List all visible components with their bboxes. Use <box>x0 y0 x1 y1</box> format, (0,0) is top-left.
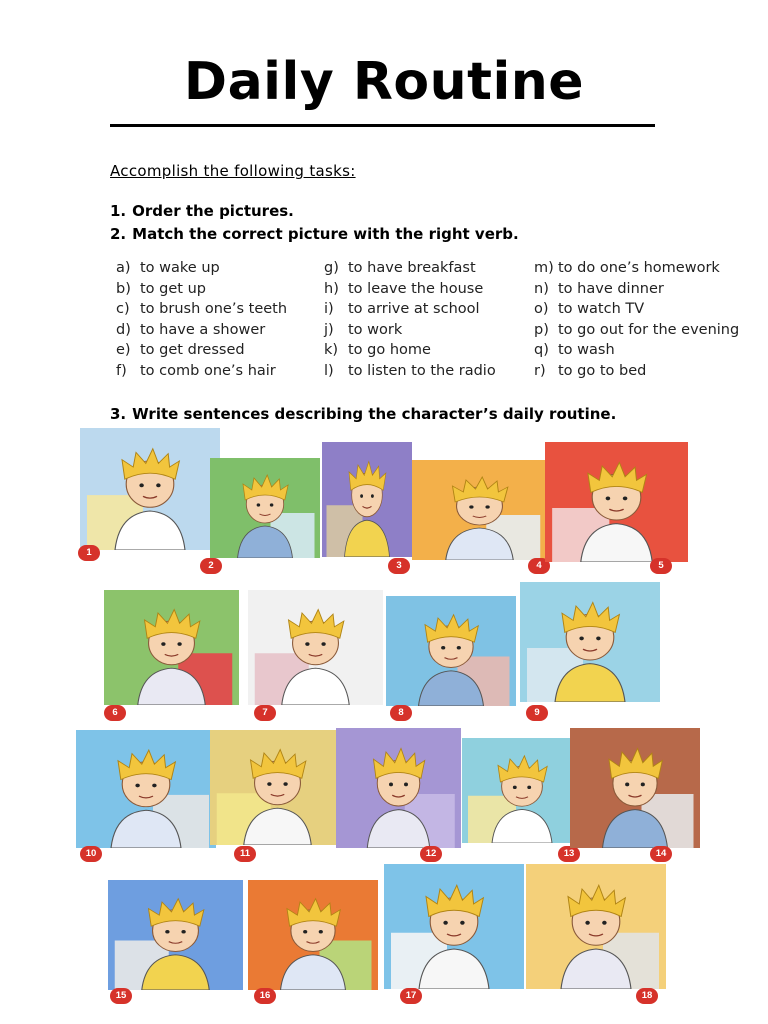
verb-letter: k) <box>324 342 339 358</box>
verb-text: to go to bed <box>558 362 647 379</box>
character-eye <box>623 496 628 500</box>
verb-item <box>324 361 496 382</box>
routine-picture <box>462 738 582 843</box>
verb-letter: a) <box>116 260 131 276</box>
verb-letter: f) <box>116 362 127 379</box>
verb-text: to leave the house <box>348 280 484 297</box>
character-eye <box>181 930 185 934</box>
character-eye <box>303 930 307 934</box>
verb-text: to wake up <box>140 260 220 276</box>
picture-number-badge: 11 <box>234 846 256 862</box>
character-eye <box>165 930 169 934</box>
page-title: Daily Routine <box>183 52 585 112</box>
cartoon-illustration <box>210 458 320 558</box>
verb-item <box>534 258 739 279</box>
cartoon-illustration <box>384 864 524 989</box>
verb-letter: b) <box>116 280 131 297</box>
cartoon-illustration <box>336 728 461 848</box>
verb-text: to have a shower <box>140 321 266 338</box>
instructions-heading: Accomplish the following tasks: <box>110 162 356 180</box>
routine-picture <box>108 880 243 990</box>
verb-item <box>324 258 496 279</box>
character-eye <box>267 782 271 786</box>
character-eye <box>527 786 531 789</box>
picture-number-badge: 4 <box>528 558 550 574</box>
task-text: Write sentences describing the character’s daily routine. <box>132 405 617 423</box>
routine-picture <box>248 590 383 705</box>
task-3 <box>110 405 616 423</box>
character-eye <box>360 494 363 498</box>
verb-item <box>534 320 739 341</box>
cartoon-illustration <box>76 730 216 848</box>
routine-picture <box>322 442 412 557</box>
verb-item <box>116 361 287 382</box>
verb-text: to have dinner <box>558 280 664 297</box>
character-eye <box>513 786 517 789</box>
verb-item <box>534 361 739 382</box>
verb-letter: h) <box>324 280 339 297</box>
task-number: 2. <box>110 225 127 243</box>
picture-number-badge: 5 <box>650 558 672 574</box>
verb-item <box>534 299 739 320</box>
verb-text: to arrive at school <box>348 301 480 317</box>
verb-letter: r) <box>534 362 546 379</box>
verb-letter: i) <box>324 301 334 317</box>
picture-number-badge: 16 <box>254 988 276 1004</box>
verb-letter: c) <box>116 301 130 317</box>
character-eye <box>371 494 374 498</box>
picture-number-badge: 12 <box>420 846 442 862</box>
routine-picture <box>76 730 216 848</box>
cartoon-illustration <box>108 880 243 990</box>
verb-letter: d) <box>116 321 131 338</box>
picture-number-badge: 6 <box>104 705 126 721</box>
routine-picture <box>210 458 320 558</box>
picture-number-badge: 2 <box>200 558 222 574</box>
verb-item <box>116 299 287 320</box>
routine-picture <box>248 880 378 990</box>
verb-item <box>324 340 496 361</box>
verb-item <box>116 340 287 361</box>
verb-column-3 <box>534 258 739 381</box>
verb-letter: e) <box>116 342 131 358</box>
picture-number-badge: 17 <box>400 988 422 1004</box>
cartoon-illustration <box>248 880 378 990</box>
character-eye <box>596 636 600 640</box>
verb-text: to do one’s homework <box>558 260 720 276</box>
cartoon-illustration <box>545 442 688 562</box>
verb-item <box>324 279 496 300</box>
verb-item <box>324 299 496 320</box>
verb-item <box>324 320 496 341</box>
picture-number-badge: 9 <box>526 705 548 721</box>
verb-item <box>116 258 287 279</box>
verb-text: to go out for the evening <box>558 321 740 338</box>
verb-letter: o) <box>534 301 549 317</box>
character-eye <box>139 483 143 487</box>
cartoon-illustration <box>412 460 547 560</box>
verb-letter: g) <box>324 260 339 276</box>
verb-item <box>116 279 287 300</box>
character-eye <box>441 646 445 650</box>
verb-column-1 <box>116 258 287 381</box>
verb-text: to go home <box>348 342 431 358</box>
character-eye <box>283 782 287 786</box>
character-eye <box>585 921 589 925</box>
picture-number-badge: 8 <box>390 705 412 721</box>
verb-text: to watch TV <box>558 301 645 317</box>
routine-picture <box>412 460 547 560</box>
character-eye <box>641 782 645 786</box>
verb-letter: m) <box>534 260 554 276</box>
character-eye <box>389 782 393 786</box>
character-eye <box>457 646 461 650</box>
verb-text: to work <box>348 321 403 338</box>
routine-picture <box>386 596 516 706</box>
character-eye <box>602 921 606 925</box>
verb-text: to brush one’s teeth <box>140 301 288 317</box>
verb-column-2 <box>324 258 496 381</box>
character-eye <box>443 921 447 925</box>
cartoon-illustration <box>570 728 700 848</box>
character-eye <box>177 642 181 646</box>
picture-number-badge: 3 <box>388 558 410 574</box>
routine-picture <box>80 428 220 550</box>
routine-picture <box>520 582 660 702</box>
routine-picture <box>545 442 688 562</box>
verb-letter: j) <box>324 321 334 338</box>
picture-number-badge: 15 <box>110 988 132 1004</box>
cartoon-illustration <box>462 738 582 843</box>
task-text: Order the pictures. <box>132 202 294 220</box>
character-eye <box>485 505 489 508</box>
routine-picture <box>570 728 700 848</box>
cartoon-illustration <box>80 428 220 550</box>
picture-number-badge: 10 <box>80 846 102 862</box>
verb-text: to get up <box>140 280 206 297</box>
picture-number-badge: 1 <box>78 545 100 561</box>
character-eye <box>606 496 611 500</box>
cartoon-illustration <box>104 590 239 705</box>
character-eye <box>270 503 274 506</box>
cartoon-illustration <box>386 596 516 706</box>
character-eye <box>469 505 473 508</box>
task-number: 3. <box>110 405 127 423</box>
verb-letter: l) <box>324 362 334 379</box>
character-eye <box>579 636 583 640</box>
verb-text: to wash <box>558 342 615 358</box>
cartoon-illustration <box>322 442 412 557</box>
cartoon-illustration <box>526 864 666 989</box>
task-number: 1. <box>110 202 127 220</box>
character-eye <box>135 784 139 788</box>
title-underline <box>110 124 655 127</box>
character-eye <box>161 642 165 646</box>
verb-letter: p) <box>534 321 549 338</box>
verb-text: to get dressed <box>140 342 245 358</box>
verb-item <box>534 279 739 300</box>
routine-picture <box>526 864 666 989</box>
cartoon-illustration <box>520 582 660 702</box>
picture-number-badge: 13 <box>558 846 580 862</box>
character-eye <box>625 782 629 786</box>
character-eye <box>319 930 323 934</box>
routine-picture <box>384 864 524 989</box>
routine-picture <box>210 730 345 845</box>
picture-number-badge: 7 <box>254 705 276 721</box>
character-eye <box>404 782 408 786</box>
cartoon-illustration <box>210 730 345 845</box>
character-eye <box>305 642 309 646</box>
character-eye <box>460 921 464 925</box>
character-eye <box>156 483 160 487</box>
character-eye <box>321 642 325 646</box>
picture-number-badge: 18 <box>636 988 658 1004</box>
task-1 <box>110 202 294 220</box>
task-text: Match the correct picture with the right verb. <box>132 225 519 243</box>
verb-text: to have breakfast <box>348 260 476 276</box>
character-eye <box>152 784 156 788</box>
verb-item <box>116 320 287 341</box>
routine-picture <box>336 728 461 848</box>
cartoon-illustration <box>248 590 383 705</box>
picture-number-badge: 14 <box>650 846 672 862</box>
verb-text: to comb one’s hair <box>140 362 276 379</box>
verb-letter: q) <box>534 342 549 358</box>
character-eye <box>257 503 261 506</box>
task-2 <box>110 225 519 243</box>
routine-picture <box>104 590 239 705</box>
verb-item <box>534 340 739 361</box>
verb-letter: n) <box>534 280 549 297</box>
verb-text: to listen to the radio <box>348 362 496 379</box>
